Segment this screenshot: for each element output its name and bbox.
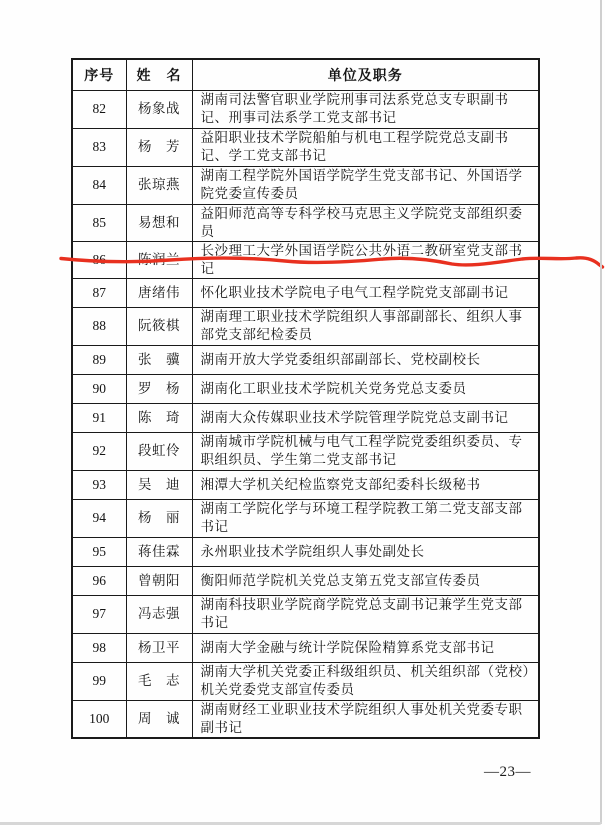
- cell-name: 陈 琦: [126, 403, 192, 432]
- cell-position: 湖南理工职业技术学院组织人事部副部长、组织人事部党支部纪检委员: [192, 307, 539, 345]
- cell-serial: 97: [72, 595, 126, 633]
- table-row: [72, 307, 539, 345]
- cell-position: 衡阳师范学院机关党总支第五党支部宣传委员: [192, 566, 539, 595]
- cell-position: 湖南科技职业学院商学院党总支副书记兼学生党支部书记: [192, 595, 539, 633]
- cell-position: 益阳师范高等专科学校马克思主义学院党支部组织委员: [192, 204, 539, 241]
- table-row: [72, 470, 539, 499]
- cell-position: 怀化职业技术学院电子电气工程学院党支部副书记: [192, 278, 539, 307]
- cell-serial: 91: [72, 403, 126, 432]
- cell-serial: 87: [72, 278, 126, 307]
- cell-serial: 94: [72, 499, 126, 537]
- cell-serial: 95: [72, 537, 126, 566]
- roster-table: [71, 58, 540, 739]
- cell-serial: 85: [72, 204, 126, 241]
- scan-page-bottom-edge: [0, 822, 602, 825]
- cell-name: 杨象战: [126, 90, 192, 128]
- table-row: [72, 499, 539, 537]
- cell-position: 湖南大学金融与统计学院保险精算系党支部书记: [192, 633, 539, 662]
- cell-name: 阮筱棋: [126, 307, 192, 345]
- table-row: [72, 633, 539, 662]
- cell-serial: 92: [72, 432, 126, 470]
- cell-serial: 100: [72, 700, 126, 738]
- cell-name: 陈润兰: [126, 241, 192, 278]
- table-row: [72, 432, 539, 470]
- cell-name: 易想和: [126, 204, 192, 241]
- cell-position: 长沙理工大学外国语学院公共外语二教研室党支部书记: [192, 241, 539, 278]
- table-row: [72, 204, 539, 241]
- cell-position: 湖南财经工业职业技术学院组织人事处机关党委专职副书记: [192, 700, 539, 738]
- cell-position: 湖南城市学院机械与电气工程学院党委组织委员、专职组织员、学生第二党支部书记: [192, 432, 539, 470]
- cell-name: 曾朝阳: [126, 566, 192, 595]
- cell-serial: 84: [72, 166, 126, 204]
- table-row: [72, 662, 539, 700]
- cell-name: 毛 志: [126, 662, 192, 700]
- cell-serial: 98: [72, 633, 126, 662]
- scan-page-right-edge: [600, 0, 602, 824]
- table-row: [72, 374, 539, 403]
- cell-position: 湖南化工职业技术学院机关党务党总支委员: [192, 374, 539, 403]
- cell-position: 湖南工程学院外国语学院学生党支部书记、外国语学院党委宣传委员: [192, 166, 539, 204]
- table-row: [72, 566, 539, 595]
- table-row: [72, 700, 539, 738]
- header-unit-position: 单位及职务: [192, 59, 539, 90]
- cell-position: 湖南大众传媒职业技术学院管理学院党总支副书记: [192, 403, 539, 432]
- cell-position: 永州职业技术学院组织人事处副处长: [192, 537, 539, 566]
- cell-name: 张 骥: [126, 345, 192, 374]
- cell-name: 冯志强: [126, 595, 192, 633]
- table-row: [72, 128, 539, 166]
- page-number: —23—: [484, 764, 531, 780]
- cell-position: 湖南工学院化学与环境工程学院教工第二党支部支部书记: [192, 499, 539, 537]
- cell-serial: 90: [72, 374, 126, 403]
- cell-name: 杨 丽: [126, 499, 192, 537]
- header-serial-number: 序号: [72, 59, 126, 90]
- cell-serial: 86: [72, 241, 126, 278]
- table-row: [72, 403, 539, 432]
- cell-name: 张琼燕: [126, 166, 192, 204]
- header-name: 姓 名: [126, 59, 192, 90]
- cell-serial: 99: [72, 662, 126, 700]
- cell-name: 唐绪伟: [126, 278, 192, 307]
- cell-name: 段虹伶: [126, 432, 192, 470]
- cell-serial: 83: [72, 128, 126, 166]
- table-row: [72, 537, 539, 566]
- table-row: [72, 166, 539, 204]
- table-row: [72, 90, 539, 128]
- table-row: [72, 278, 539, 307]
- table-row: [72, 595, 539, 633]
- cell-serial: 93: [72, 470, 126, 499]
- cell-name: 吴 迪: [126, 470, 192, 499]
- cell-name: 杨 芳: [126, 128, 192, 166]
- cell-position: 湘潭大学机关纪检监察党支部纪委科长级秘书: [192, 470, 539, 499]
- cell-name: 蒋佳霖: [126, 537, 192, 566]
- cell-name: 周 诚: [126, 700, 192, 738]
- cell-serial: 88: [72, 307, 126, 345]
- table-row-marked: [72, 241, 539, 278]
- cell-serial: 82: [72, 90, 126, 128]
- cell-position: 湖南司法警官职业学院刑事司法系党总支专职副书记、刑事司法系学工党支部书记: [192, 90, 539, 128]
- cell-serial: 96: [72, 566, 126, 595]
- cell-serial: 89: [72, 345, 126, 374]
- cell-position: 湖南大学机关党委正科级组织员、机关组织部（党校）机关党委党支部宣传委员: [192, 662, 539, 700]
- cell-position: 益阳职业技术学院船舶与机电工程学院党总支副书记、学工党支部书记: [192, 128, 539, 166]
- table-header-row: [72, 59, 539, 90]
- table-row: [72, 345, 539, 374]
- cell-name: 罗 杨: [126, 374, 192, 403]
- cell-position: 湖南开放大学党委组织部副部长、党校副校长: [192, 345, 539, 374]
- cell-name: 杨卫平: [126, 633, 192, 662]
